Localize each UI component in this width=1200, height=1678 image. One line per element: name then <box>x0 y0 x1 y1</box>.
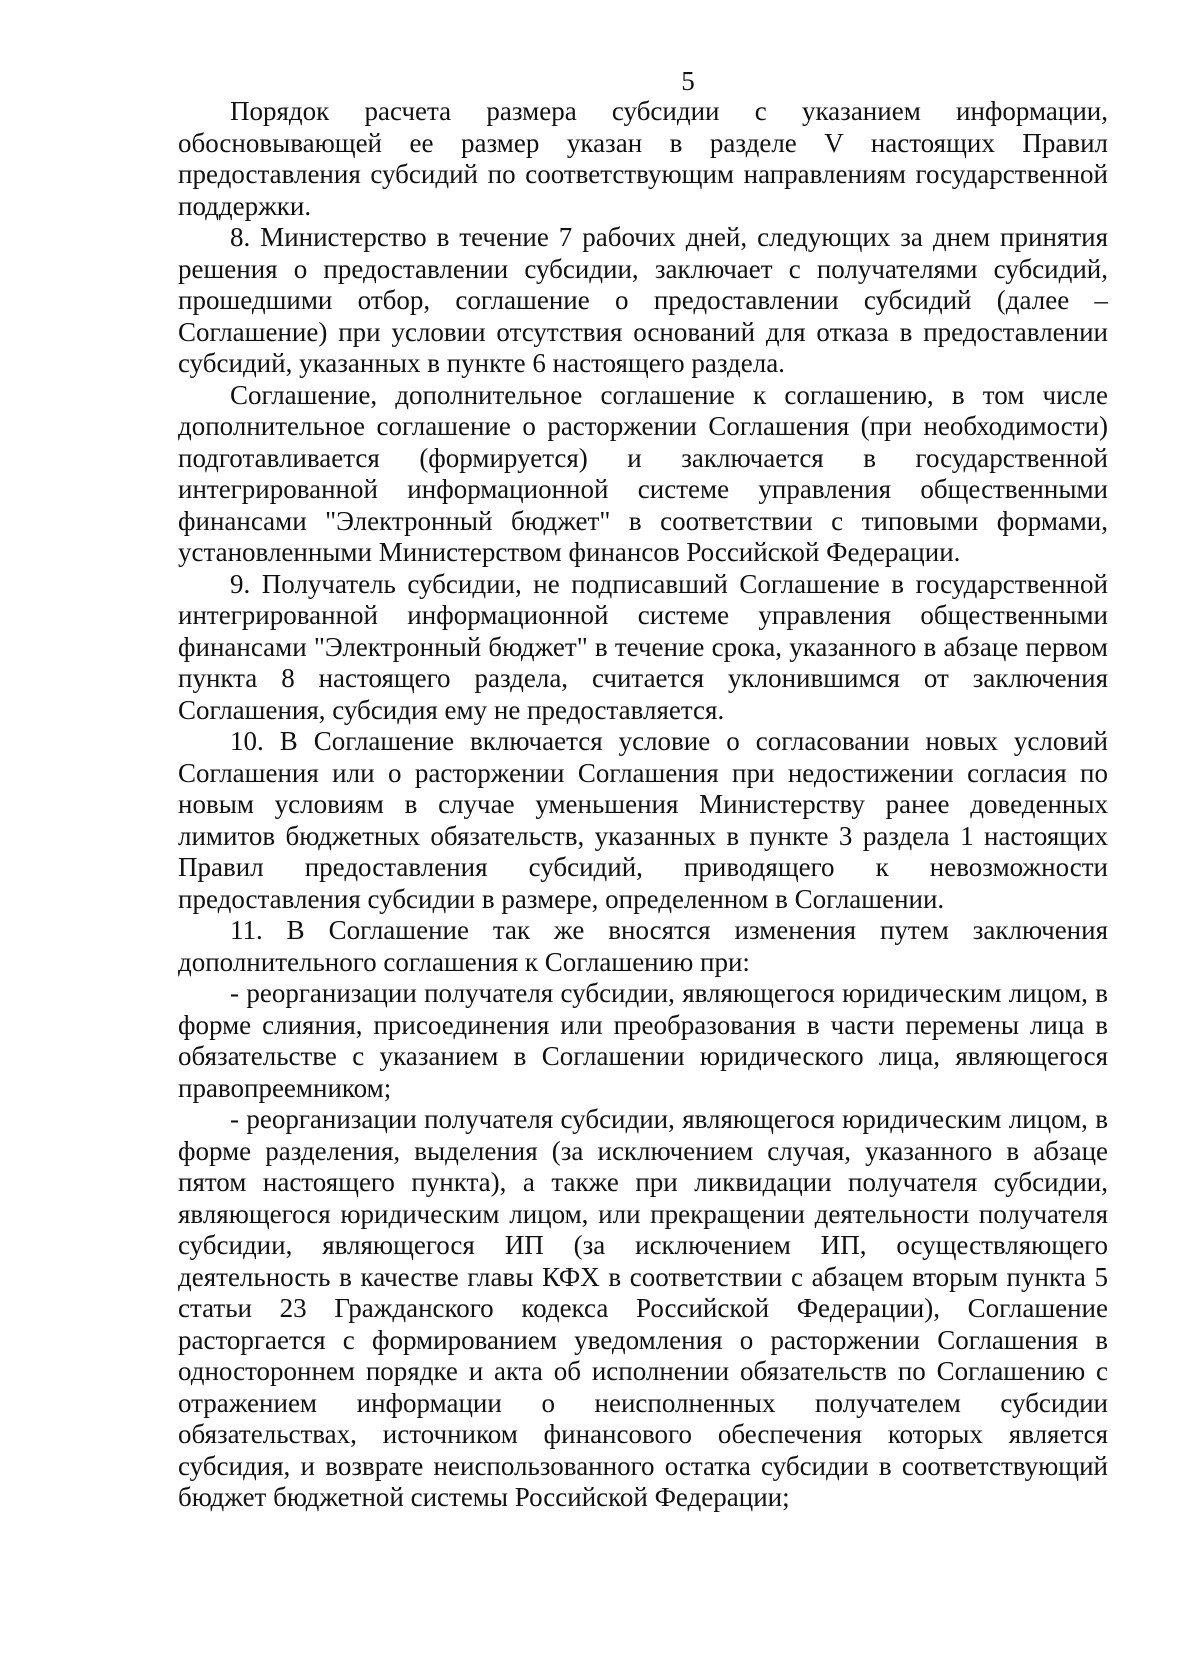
paragraph-agreement-forms: Соглашение, дополнительное соглашение к соглашению, в том числе дополнительное соглашение о расторжении Соглашения (при необходимости) подготавливается (формируется) и заключается в государственной интегрированной информационной системе управления общественными финансами "Электронный бюджет" в соответствии с типовыми формами, установленными Министерством финансов Российской Федерации. <box>178 379 1108 567</box>
paragraph-item-11: 11. В Соглашение так же вносятся изменения путем заключения дополнительного соглашения к Соглашению при: <box>178 915 1108 977</box>
paragraph-item-9: 9. Получатель субсидии, не подписавший Соглашение в государственной интегрированной информационной системе управления общественными финансами "Электронный бюджет" в течение срока, указанного в абзаце первом пункта 8 настоящего раздела, считается уклонившимся от заключения Соглашения, субсидия ему не предоставляется. <box>178 568 1108 725</box>
document-body <box>178 96 1108 1514</box>
paragraph-item-8: 8. Министерство в течение 7 рабочих дней, следующих за днем принятия решения о предоставлении субсидии, заключает с получателями субсидий, прошедшими отбор, соглашение о предоставлении субсидий (далее – Соглашение) при условии отсутствия оснований для отказа в предоставлении субсидий, указанных в пункте 6 настоящего раздела. <box>178 222 1108 378</box>
paragraph-subsidy-calculation: Порядок расчета размера субсидии с указанием информации, обосновывающей ее размер указан в разделе V настоящих Правил предоставления субсидий по соответствующим направлениям государственной поддержки. <box>178 96 1108 221</box>
paragraph-item-10: 10. В Соглашение включается условие о согласовании новых условий Соглашения или о расторжении Соглашения при недостижении согласия по новым условиям в случае уменьшения Министерству ранее доведенных лимитов бюджетных обязательств, указанных в пункте 3 раздела 1 настоящих Правил предоставления субсидий, приводящего к невозможности предоставления субсидии в размере, определенном в Соглашении. <box>178 726 1108 914</box>
page-number: 5 <box>681 66 695 96</box>
list-item-reorganization-division: - реорганизации получателя субсидии, являющегося юридическим лицом, в форме разделения, выделения (за исключением случая, указанного в абзаце пятом настоящего пункта), а также при ликвидации получателя субсидии, являющегося юридическим лицом, или прекращении деятельности получателя субсидии, являющегося ИП (за исключением ИП, осуществляющего деятельность в качестве главы КФХ в соответствии с абзацем вторым пункта 5 статьи 23 Гражданского кодекса Российской Федерации), Соглашение расторгается с формированием уведомления о расторжении Соглашения в одностороннем порядке и акта об исполнении обязательств по Соглашению с отражением информации о неисполненных получателем субсидии обязательствах, источником финансового обеспечения которых является субсидия, и возврате неиспользованного остатка субсидии в соответствующий бюджет бюджетной системы Российской Федерации; <box>178 1104 1108 1512</box>
list-item-reorganization-merger: - реорганизации получателя субсидии, являющегося юридическим лицом, в форме слияния, присоединения или преобразования в части перемены лица в обязательстве с указанием в Соглашении юридического лица, являющегося правопреемником; <box>178 978 1108 1103</box>
